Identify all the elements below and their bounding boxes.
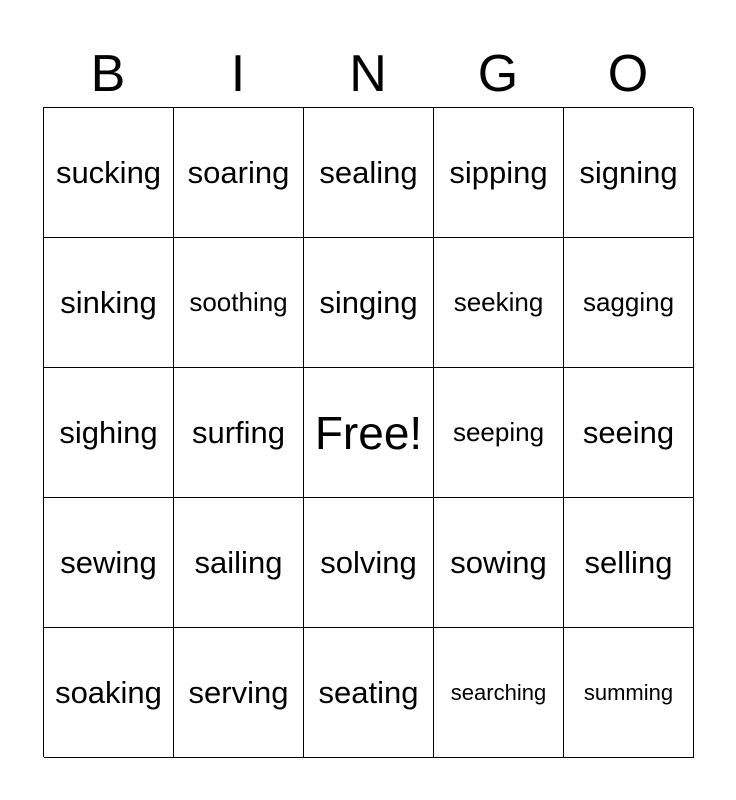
bingo-cell[interactable]: sinking	[44, 238, 174, 368]
free-space-cell[interactable]: Free!	[304, 368, 434, 498]
bingo-cell[interactable]: seeing	[564, 368, 694, 498]
bingo-cell[interactable]: solving	[304, 498, 434, 628]
bingo-cell[interactable]: sowing	[434, 498, 564, 628]
bingo-board	[43, 107, 693, 757]
header-letter-i: I	[230, 45, 246, 103]
bingo-cell[interactable]: summing	[564, 628, 694, 758]
bingo-cell[interactable]: surfing	[174, 368, 304, 498]
bingo-cell[interactable]: soothing	[174, 238, 304, 368]
bingo-header	[43, 40, 693, 108]
header-letter-b: B	[90, 45, 126, 103]
bingo-cell[interactable]: seeping	[434, 368, 564, 498]
header-letter-o: O	[607, 45, 649, 103]
bingo-cell[interactable]: sucking	[44, 108, 174, 238]
bingo-cell[interactable]: seating	[304, 628, 434, 758]
bingo-cell[interactable]: sailing	[174, 498, 304, 628]
bingo-cell[interactable]: signing	[564, 108, 694, 238]
bingo-cell[interactable]: soaring	[174, 108, 304, 238]
bingo-cell[interactable]: serving	[174, 628, 304, 758]
bingo-cell[interactable]: sighing	[44, 368, 174, 498]
bingo-cell[interactable]: sagging	[564, 238, 694, 368]
header-letter-g: G	[477, 45, 519, 103]
bingo-cell[interactable]: singing	[304, 238, 434, 368]
bingo-cell[interactable]: selling	[564, 498, 694, 628]
bingo-cell[interactable]: soaking	[44, 628, 174, 758]
bingo-cell[interactable]: sewing	[44, 498, 174, 628]
bingo-cell[interactable]: seeking	[434, 238, 564, 368]
bingo-cell[interactable]: sipping	[434, 108, 564, 238]
header-letter-n: N	[349, 45, 387, 103]
bingo-cell[interactable]: sealing	[304, 108, 434, 238]
bingo-cell[interactable]: searching	[434, 628, 564, 758]
